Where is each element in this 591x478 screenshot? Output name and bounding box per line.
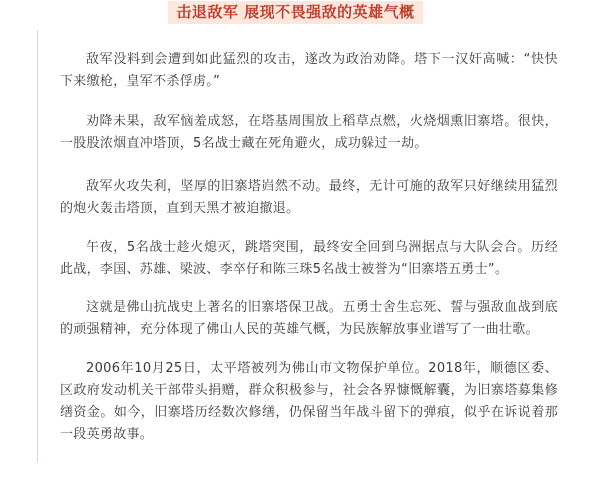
- article-title: 击退敌军 展现不畏强敌的英雄气概: [168, 1, 422, 24]
- paragraph-2: 劝降未果，敌军恼羞成怒，在塔基周围放上稻草点燃，火烧烟熏旧寨塔。很快，一股股浓烟直冲塔顶，5名战士藏在死角避火，成功躲过一劫。: [60, 114, 558, 151]
- paragraph-5: 这就是佛山抗战史上著名的旧寨塔保卫战。五勇士舍生忘死、誓与强敌血战到底的顽强精神，充分体现了佛山人民的英雄气概，为民族解放事业谱写了一曲壮歌。: [60, 300, 558, 337]
- paragraph-1: 敌军没料到会遭到如此猛烈的攻击，遂改为政治劝降。塔下一汉奸高喊：“快快下来缴枪，皇军不杀俘虏。”: [60, 52, 558, 89]
- paragraph-4: 午夜，5名战士趁火熄灭，跳塔突围，最终安全回到乌洲据点与大队会合。历经此战，李国、苏雄、梁波、李卒仔和陈三珠5名战士被誉为“旧寨塔五勇士”。: [60, 240, 558, 277]
- title-bar: [0, 0, 591, 26]
- paragraph-3: 敌军火攻失利，坚厚的旧寨塔岿然不动。最终，无计可施的敌军只好继续用猛烈的炮火轰击塔顶，直到天黑才被迫撤退。: [60, 179, 558, 216]
- paragraph-6: 2006年10月25日，太平塔被列为佛山市文物保护单位。2018年，顺德区委、区政府发动机关干部带头捐赠，群众积极参与，社会各界慷慨解囊，为旧寨塔募集修缮资金。如今，旧寨塔历经数次修缮，仍保留当年战斗留下的弹痕，似乎在诉说着那一段英勇故事。: [60, 361, 558, 442]
- article-body: [37, 30, 562, 462]
